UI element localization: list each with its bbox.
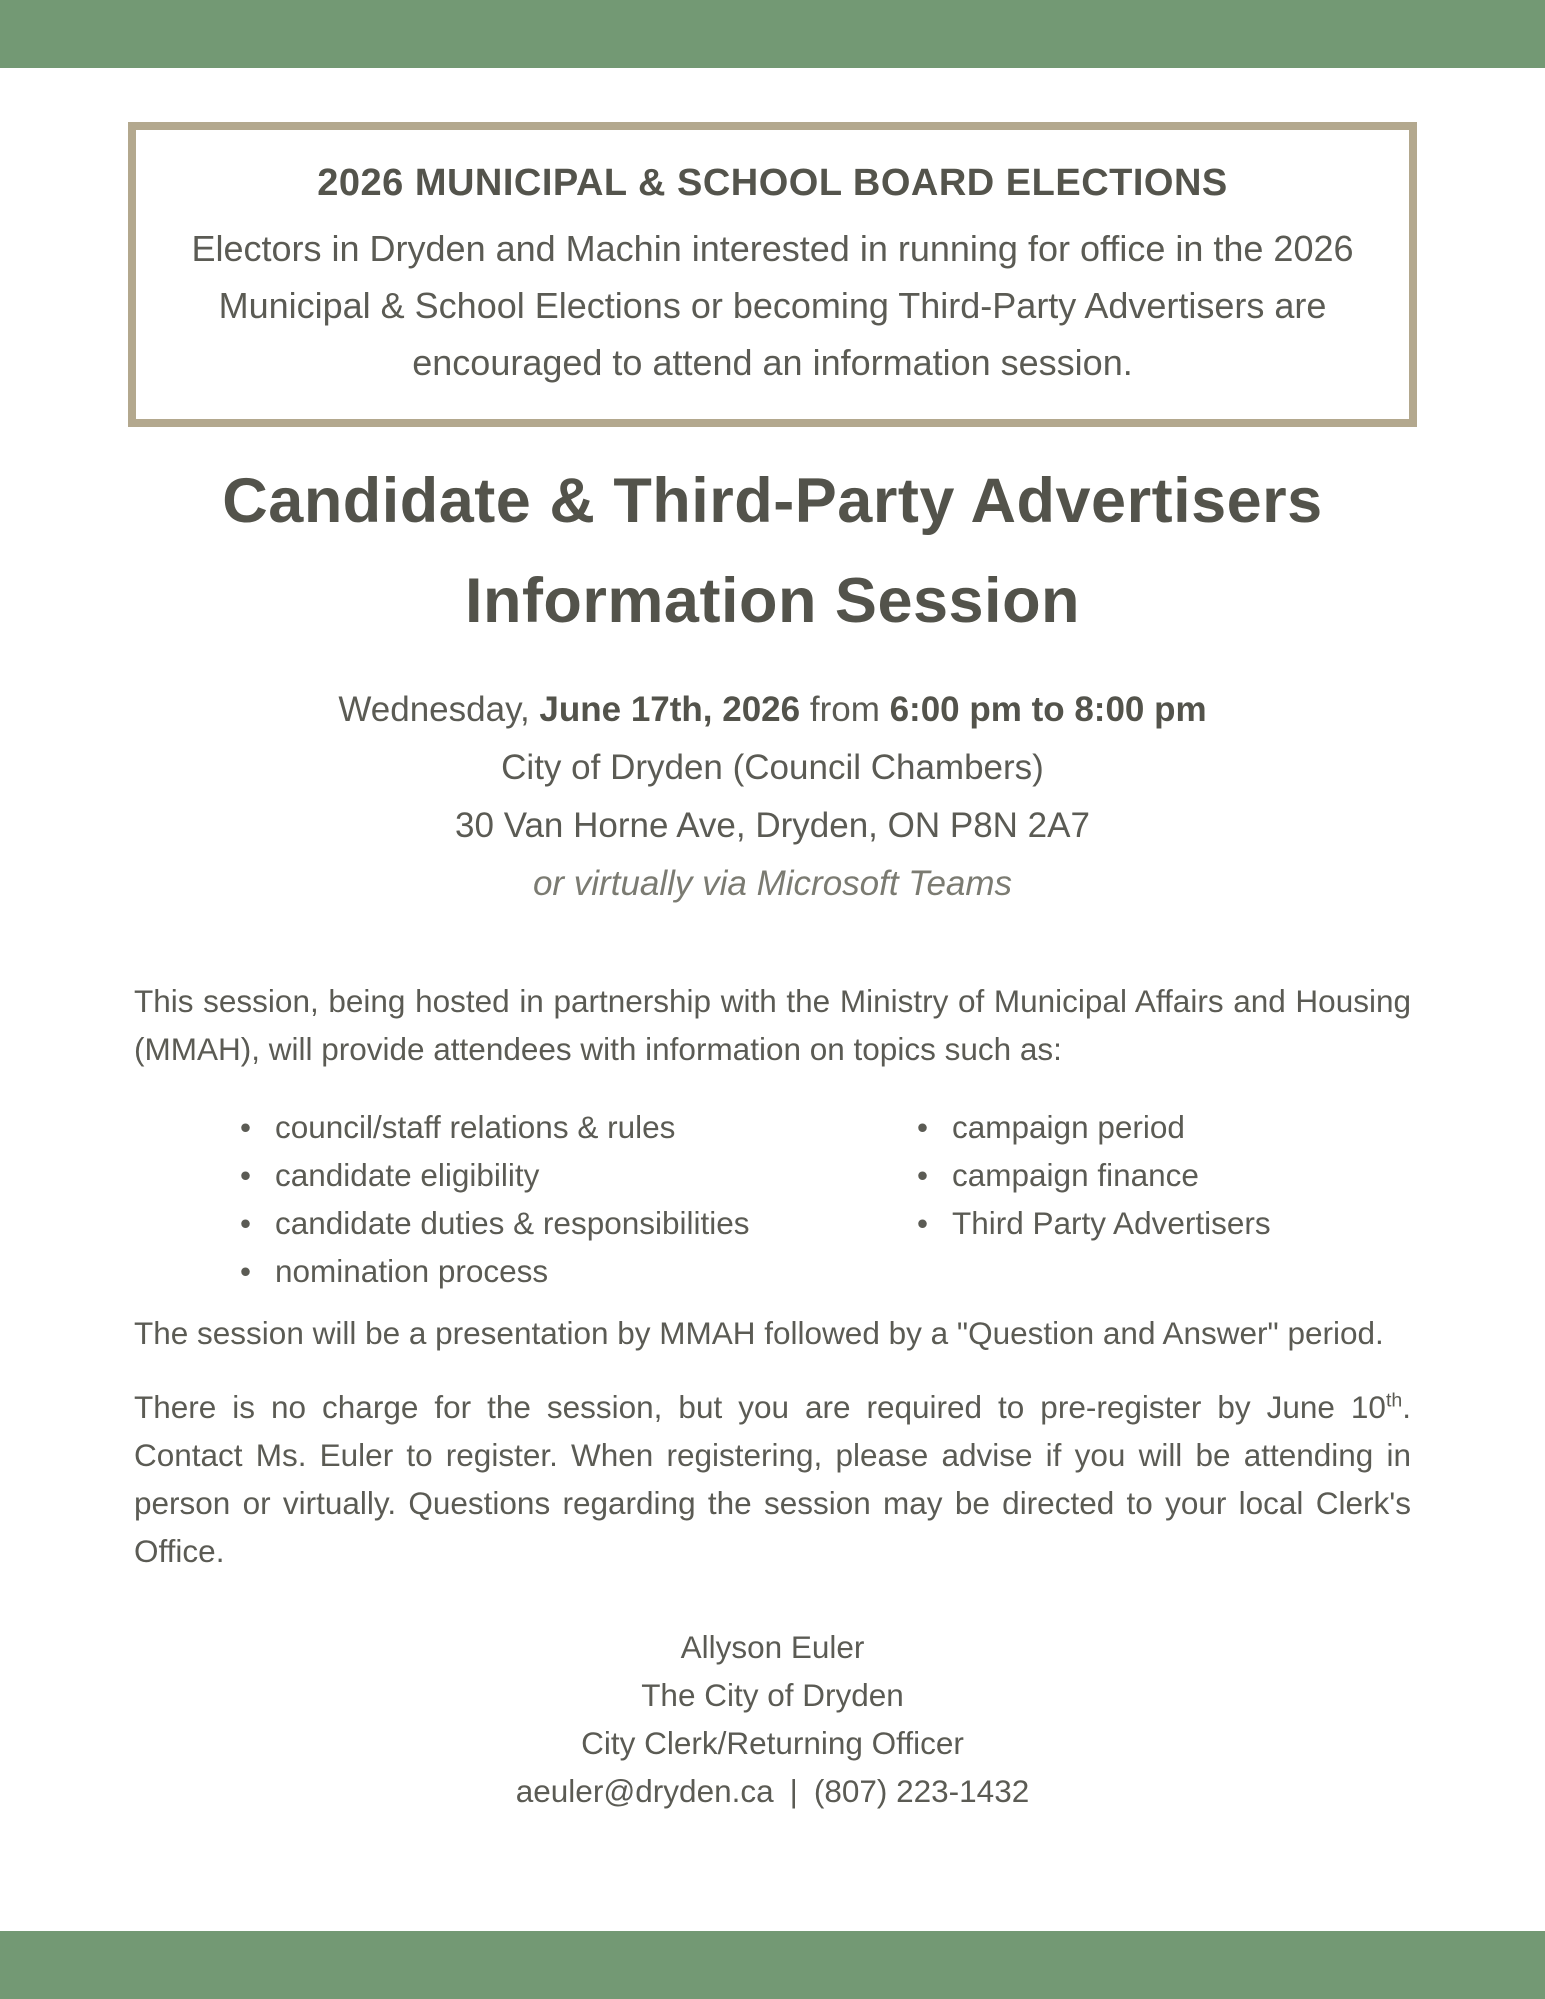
bottom-accent-bar: [0, 1931, 1545, 1999]
contact-separator: |: [789, 1773, 798, 1809]
contact-email: aeuler@dryden.ca: [515, 1773, 774, 1809]
contact-name: Allyson Euler: [680, 1629, 865, 1665]
event-time: 6:00 pm to 8:00 pm: [889, 690, 1207, 729]
topic-item: • Third Party Advertisers: [917, 1199, 1271, 1247]
event-address: 30 Van Horne Ave, Dryden, ON P8N 2A7: [455, 806, 1090, 845]
event-virtual-option: or virtually via Microsoft Teams: [532, 864, 1013, 903]
top-accent-bar: [0, 0, 1545, 68]
event-datetime: [0, 681, 1545, 739]
page-title-line2: Information Session: [464, 566, 1081, 636]
topic-item: • campaign finance: [917, 1151, 1271, 1199]
event-details: [0, 681, 1545, 913]
banner-heading: 2026 MUNICIPAL & SCHOOL BOARD ELECTIONS: [317, 162, 1228, 204]
contact-role: City Clerk/Returning Officer: [581, 1725, 964, 1761]
topic-item: • candidate eligibility: [240, 1151, 917, 1199]
election-banner-box: [128, 122, 1417, 427]
registration-text-start: There is no charge for the session, but you are required to pre-register by June 10: [134, 1389, 1386, 1425]
contact-phone: (807) 223-1432: [813, 1773, 1030, 1809]
contact-line: [0, 1767, 1545, 1815]
topic-item: • candidate duties & responsibilities: [240, 1199, 917, 1247]
contact-organization: The City of Dryden: [641, 1677, 904, 1713]
topic-item: • campaign period: [917, 1103, 1271, 1151]
registration-paragraph: [134, 1383, 1411, 1575]
intro-paragraph: This session, being hosted in partnership with the Ministry of Municipal Affairs and Housing (MMAH), will provide attendees with information on topics such as:: [134, 983, 1411, 1067]
contact-block: [0, 1623, 1545, 1815]
ordinal-superscript: th: [1385, 1389, 1403, 1412]
event-from: from: [800, 690, 890, 729]
session-format-paragraph: The session will be a presentation by MMAH followed by a "Question and Answer" period.: [134, 1315, 1384, 1351]
topics-column-right: [917, 1103, 1271, 1295]
event-venue: City of Dryden (Council Chambers): [501, 748, 1044, 787]
event-date: June 17th, 2026: [539, 690, 801, 729]
topic-item: • nomination process: [240, 1247, 917, 1295]
banner-body-text: Electors in Dryden and Machin interested in running for office in the 2026 Municipal & School Elections or becoming Third-Party Advertisers are encouraged to attend an information session.: [191, 228, 1354, 383]
page-title-line1: Candidate & Third-Party Advertisers: [222, 466, 1323, 536]
registration-text-end: . Contact Ms. Euler to register. When registering, please advise if you will be attending in person or virtually. Questions regarding the session may be directed to your local Clerk's Office.: [134, 1389, 1411, 1569]
event-day: Wednesday,: [338, 690, 540, 729]
topics-column-left: [240, 1103, 917, 1295]
topics-list: [240, 1103, 1545, 1295]
topic-item: • council/staff relations & rules: [240, 1103, 917, 1151]
page-title: [60, 451, 1485, 651]
